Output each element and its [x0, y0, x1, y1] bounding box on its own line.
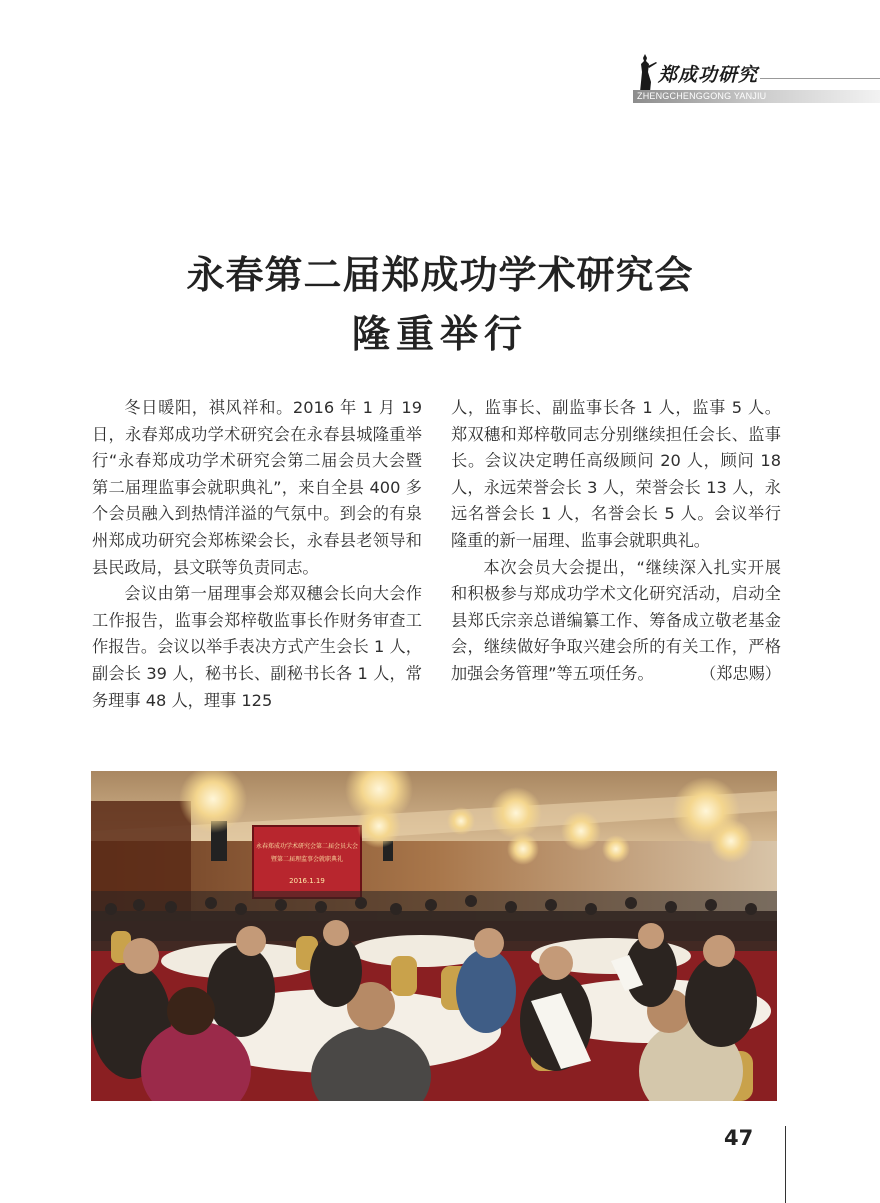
article-title-line-1: 永春第二届郑成功学术研究会: [186, 253, 694, 297]
author-credit: （郑忠赐）: [700, 663, 781, 683]
distant-crowd: [91, 891, 777, 941]
screen-text-1: 永春郑成功学术研究会第二届会员大会: [255, 843, 359, 850]
paragraph-3: 本次会员大会提出，“继续深入扎实开展和积极参与郑成功学术文化研究活动，启动全县郑氏宗亲总谱编纂工作、筹备成立敬老基金会，继续做好争取兴建会所的有关工作，严格加强会务管理”等五项任务。: [451, 557, 781, 683]
conference-photo: [91, 771, 777, 1101]
text-column-right: [451, 395, 781, 688]
screen-date: 2016.1.19: [289, 877, 325, 885]
page-number-rule: [785, 1126, 786, 1203]
magazine-subtitle: ZHENGCHENGGONG YANJIU: [633, 90, 880, 103]
magazine-title: 郑成功研究: [658, 64, 759, 86]
banquet-hall-illustration: [91, 771, 777, 1101]
text-column-left: [92, 395, 422, 714]
paragraph-2-continued: 人，监事长、副监事长各 1 人，监事 5 人。郑双穗和郑梓敬同志分别继续担任会长、监事长。会议决定聘任高级顾问 20 人，顾问 18 人，永远荣誉会长 3 人，荣誉会长 13 人，永远名誉会长 1 人，名誉会长 5 人。会议举行隆重的新一届理、监事会就职典礼。: [451, 398, 781, 550]
paragraph-2: 会议由第一届理事会郑双穗会长向大会作工作报告，监事会郑梓敬监事长作财务审查工作报告。会议以举手表决方式产生会长 1 人，副会长 39 人，秘书长、副秘书长各 1 人，常务理事 48 人，理事 125: [92, 584, 422, 710]
article-title-line-2: 隆重举行: [351, 312, 528, 356]
running-header: [630, 52, 880, 104]
screen-text-2: 暨第二届理监事会就职典礼: [270, 856, 344, 863]
paragraph-1: 冬日暖阳，祺风祥和。2016 年 1 月 19 日，永春郑成功学术研究会在永春县城隆重举行“永春郑成功学术研究会第二届会员大会暨第二届理监事会就职典礼”，来自全县 400 多个会员融入到热情洋溢的气氛中。到会的有泉州郑成功研究会郑栋梁会长，永春县老领导和县民政局，县文联等负责同志。: [92, 398, 422, 577]
page-number: 47: [724, 1126, 754, 1150]
header-rule: [760, 78, 880, 79]
